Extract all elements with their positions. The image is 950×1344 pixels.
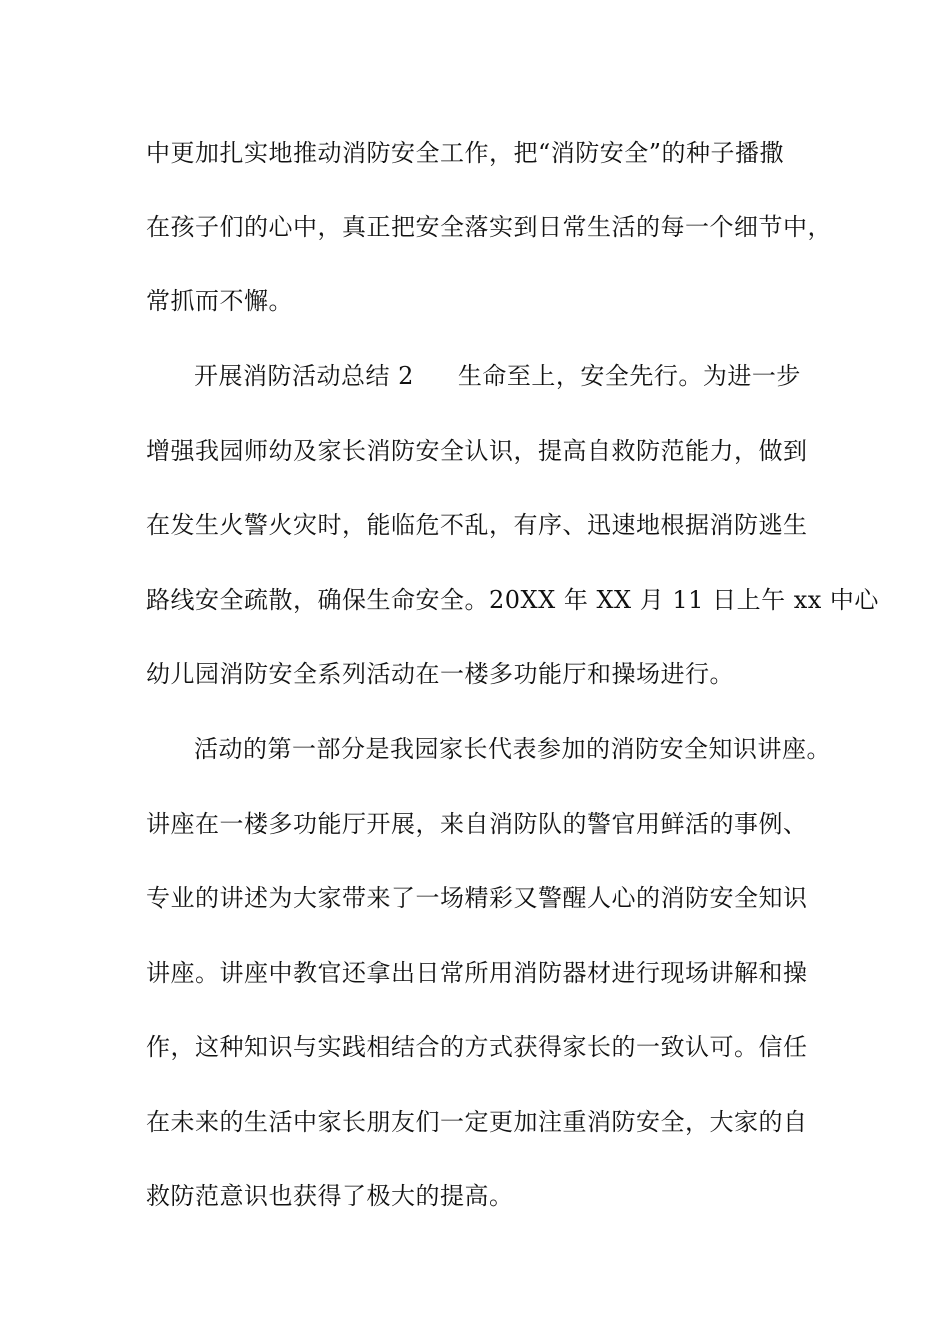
paragraph-line: 幼儿园消防安全系列活动在一楼多功能厅和操场进行。 bbox=[146, 660, 734, 688]
paragraph-line: 专业的讲述为大家带来了一场精彩又警醒人心的消防安全知识 bbox=[146, 884, 808, 912]
paragraph-line: 常抓而不懈。 bbox=[146, 287, 293, 315]
paragraph-line: 作，这种知识与实践相结合的方式获得家长的一致认可。信任 bbox=[146, 1033, 808, 1061]
paragraph-line: 活动的第一部分是我园家长代表参加的消防安全知识讲座。 bbox=[194, 735, 831, 763]
paragraph-line: 在发生火警火灾时，能临危不乱，有序、迅速地根据消防逃生 bbox=[146, 511, 808, 539]
section-heading: 开展消防活动总结 2 bbox=[194, 362, 414, 390]
paragraph-line: 增强我园师幼及家长消防安全认识，提高自救防范能力，做到 bbox=[146, 437, 808, 465]
paragraph-line: 路线安全疏散，确保生命安全。20XX 年 XX 月 11 日上午 xx 中心 bbox=[146, 586, 879, 614]
paragraph-line: 中更加扎实地推动消防安全工作，把“消防安全”的种子播撒 bbox=[146, 139, 785, 167]
paragraph-line: 在未来的生活中家长朋友们一定更加注重消防安全，大家的自 bbox=[146, 1108, 808, 1136]
paragraph-line: 讲座。讲座中教官还拿出日常所用消防器材进行现场讲解和操 bbox=[146, 959, 808, 987]
paragraph-line: 在孩子们的心中，真正把安全落实到日常生活的每一个细节中， bbox=[146, 213, 832, 241]
paragraph-text: 生命至上，安全先行。为进一步 bbox=[457, 362, 801, 390]
paragraph-line: 讲座在一楼多功能厅开展，来自消防队的警官用鲜活的事例、 bbox=[146, 810, 808, 838]
paragraph-line: 救防范意识也获得了极大的提高。 bbox=[146, 1182, 514, 1210]
section-heading-line bbox=[194, 361, 874, 391]
